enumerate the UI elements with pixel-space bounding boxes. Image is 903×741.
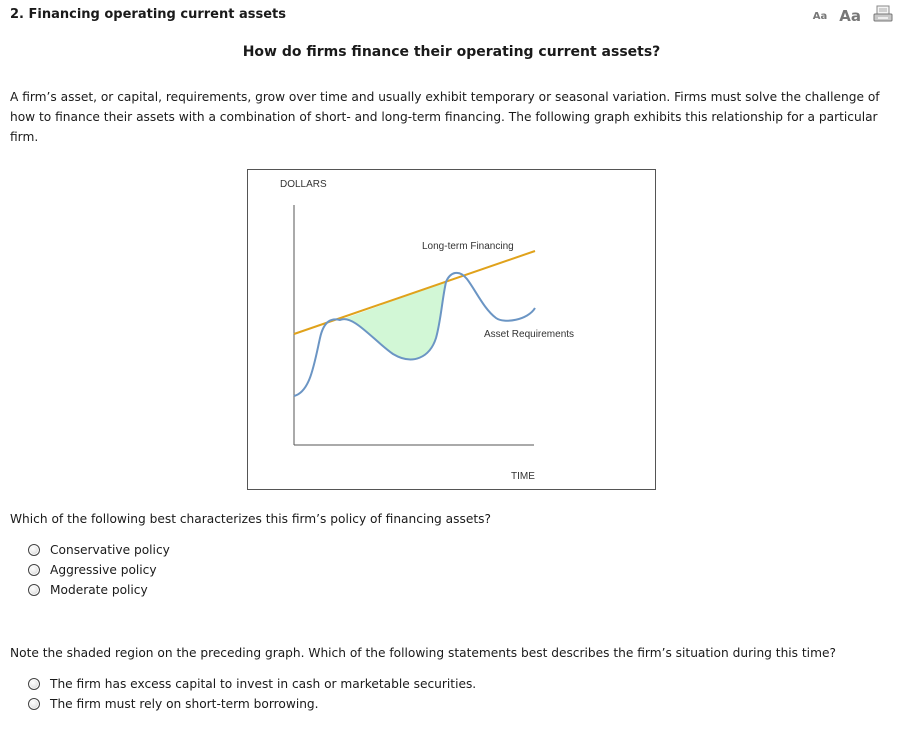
question-2-prompt: Note the shaded region on the preceding graph. Which of the following statements best describes the firm’s situation during this time?: [10, 646, 836, 660]
long-term-financing-label: Long-term Financing: [422, 241, 514, 252]
question-2-options: [28, 674, 476, 714]
radio-button[interactable]: [28, 564, 40, 576]
intro-paragraph: A firm’s asset, or capital, requirements, grow over time and usually exhibit temporary or seasonal variation. Firms must solve the challenge of how to finance their assets with a combination of short- and long-term financing. The following graph exhibits this relationship for a particular firm.: [10, 90, 880, 144]
option-label: The firm must rely on short-term borrowing.: [50, 697, 319, 711]
option-aggressive-policy[interactable]: [28, 560, 170, 580]
question-title: 2. Financing operating current assets: [10, 7, 286, 22]
question-1-prompt: Which of the following best characterizes this firm’s policy of financing assets?: [10, 512, 491, 526]
option-label: The firm has excess capital to invest in cash or marketable securities.: [50, 677, 477, 691]
font-size-large-button[interactable]: Aa: [839, 7, 861, 25]
option-label: Moderate policy: [50, 583, 148, 597]
font-size-small-button[interactable]: Aa: [812, 10, 828, 22]
option-label: Conservative policy: [50, 543, 170, 557]
radio-button[interactable]: [28, 698, 40, 710]
option-label: Aggressive policy: [50, 563, 157, 577]
page-heading: How do firms finance their operating current assets?: [242, 44, 661, 60]
asset-requirements-label: Asset Requirements: [484, 329, 575, 340]
toolbar: [813, 5, 893, 27]
print-icon: [873, 5, 893, 23]
financing-chart: [247, 169, 656, 490]
option-conservative-policy[interactable]: [28, 540, 170, 560]
x-axis-label: TIME: [511, 471, 535, 482]
radio-button[interactable]: [28, 584, 40, 596]
option-moderate-policy[interactable]: [28, 580, 170, 600]
radio-button[interactable]: [28, 678, 40, 690]
y-axis-label: DOLLARS: [280, 179, 327, 190]
question-1-options: [28, 540, 170, 600]
radio-button[interactable]: [28, 544, 40, 556]
financing-chart-svg: [248, 170, 655, 489]
shaded-region: [340, 282, 446, 359]
option-excess-capital[interactable]: [28, 674, 476, 694]
print-button[interactable]: [873, 5, 893, 27]
option-short-term-borrowing[interactable]: [28, 694, 476, 714]
